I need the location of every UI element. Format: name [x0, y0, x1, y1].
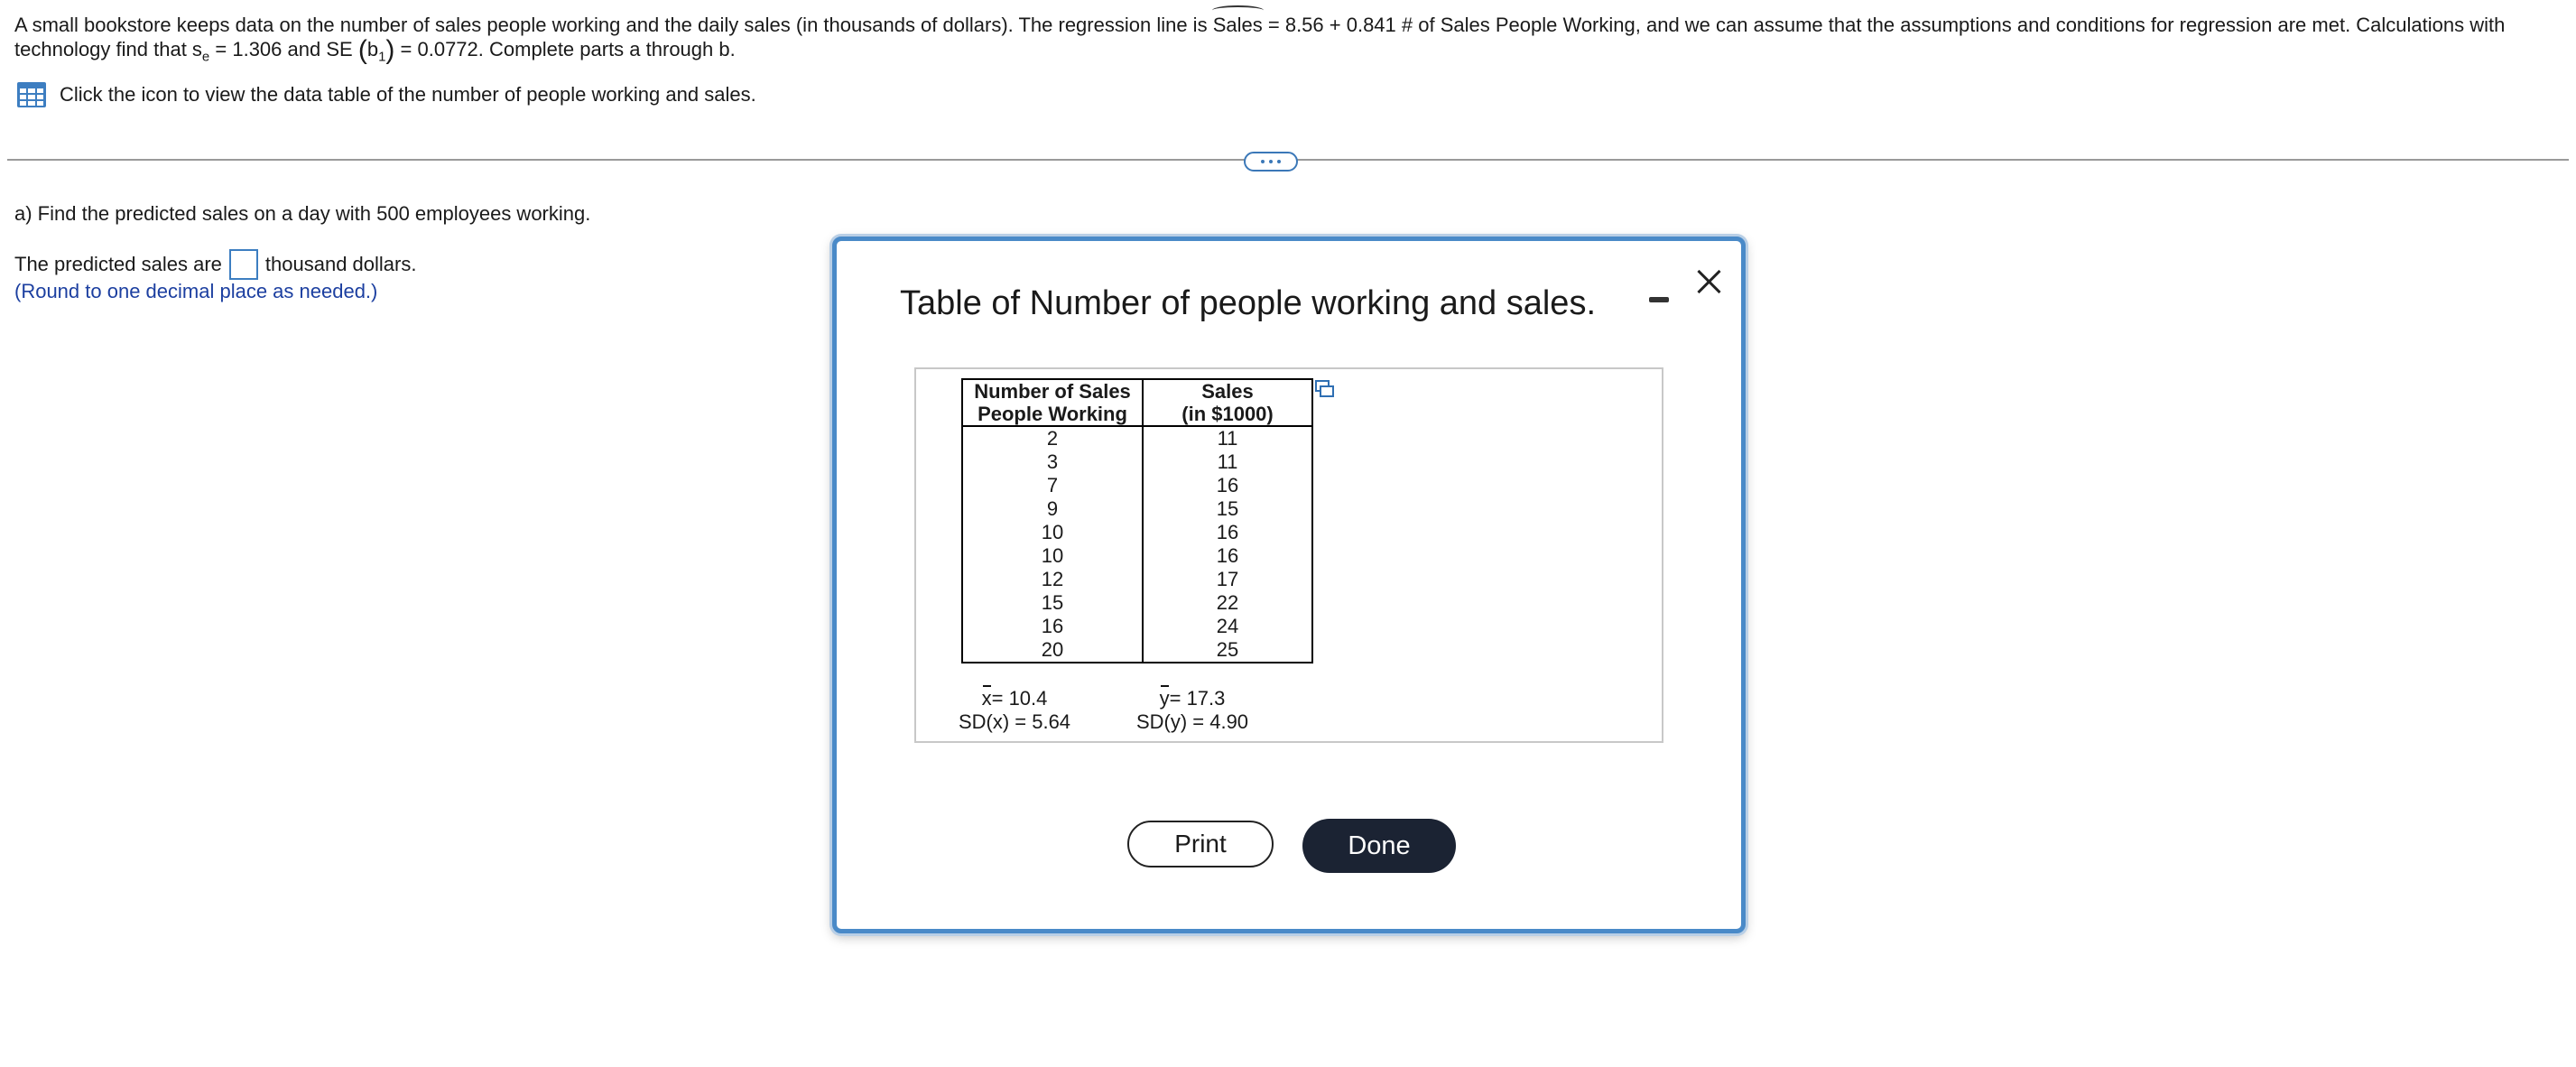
data-table-dialog: [832, 237, 1746, 933]
table-row: 2 11: [962, 426, 1312, 450]
dialog-title: Table of Number of people working and sales.: [900, 284, 1597, 322]
answer-prefix: The predicted sales are: [14, 253, 222, 275]
question-a: a) Find the predicted sales on a day with 500 employees working.: [14, 202, 591, 225]
table-row: 16 24: [962, 615, 1312, 638]
y-stats: [1120, 687, 1265, 734]
answer-line: [14, 249, 416, 280]
b-value: = 0.0772. Complete parts a through b.: [400, 38, 736, 60]
se-value: = 1.306 and SE: [215, 38, 353, 60]
table-grid-icon[interactable]: [16, 81, 47, 108]
x-bar-symbol: x: [981, 687, 992, 710]
answer-suffix: thousand dollars.: [264, 253, 417, 275]
problem-equation: = 8.56 + 0.841 # of Sales People Working, and we can assume that the assumptions and conditions for regression are met. Calculations with technology find that s: [14, 14, 2506, 60]
sales-hat-variable: Sales: [1212, 14, 1263, 36]
y-bar-symbol: y: [1159, 687, 1170, 710]
ellipsis-icon: [1261, 160, 1265, 163]
table-row: 15 22: [962, 591, 1312, 615]
table-row: 3 11: [962, 450, 1312, 474]
y-mean: = 17.3: [1169, 687, 1226, 710]
problem-statement: [14, 13, 2551, 69]
data-table: [961, 378, 1313, 663]
answer-input[interactable]: [229, 249, 258, 280]
rounding-hint: (Round to one decimal place as needed.): [14, 280, 378, 302]
se-subscript: e: [201, 49, 210, 65]
minimize-icon[interactable]: [1647, 277, 1671, 304]
table-row: 10 16: [962, 521, 1312, 544]
b-variable: b: [366, 38, 379, 60]
table-row: 12 17: [962, 568, 1312, 591]
data-table-link[interactable]: [16, 81, 756, 108]
table-row: 7 16: [962, 474, 1312, 497]
col-header-sales: Sales (in $1000): [1143, 379, 1312, 426]
close-icon[interactable]: [1692, 264, 1725, 297]
data-table-link-text[interactable]: Click the icon to view the data table of the number of people working and sales.: [60, 83, 756, 106]
table-row: 10 16: [962, 544, 1312, 568]
done-button[interactable]: Done: [1302, 819, 1456, 873]
sd-x: SD(x) = 5.64: [958, 710, 1071, 733]
copy-icon[interactable]: [1315, 380, 1335, 398]
paren-close: ): [385, 35, 395, 65]
b-subscript: 1: [378, 49, 386, 65]
table-row: 9 15: [962, 497, 1312, 521]
problem-text-1: A small bookstore keeps data on the number of sales people working and the daily sales (in thousands of dollars). The regression line is: [14, 14, 1208, 36]
print-button[interactable]: Print: [1127, 821, 1274, 868]
x-mean: = 10.4: [991, 687, 1048, 710]
table-panel: [914, 367, 1663, 743]
col-header-people: Number of Sales People Working: [962, 379, 1143, 426]
x-stats: [958, 687, 1071, 734]
paren-open: (: [357, 35, 367, 65]
expand-more-button[interactable]: [1244, 152, 1298, 172]
table-row: 20 25: [962, 638, 1312, 663]
sd-y: SD(y) = 4.90: [1135, 710, 1249, 733]
